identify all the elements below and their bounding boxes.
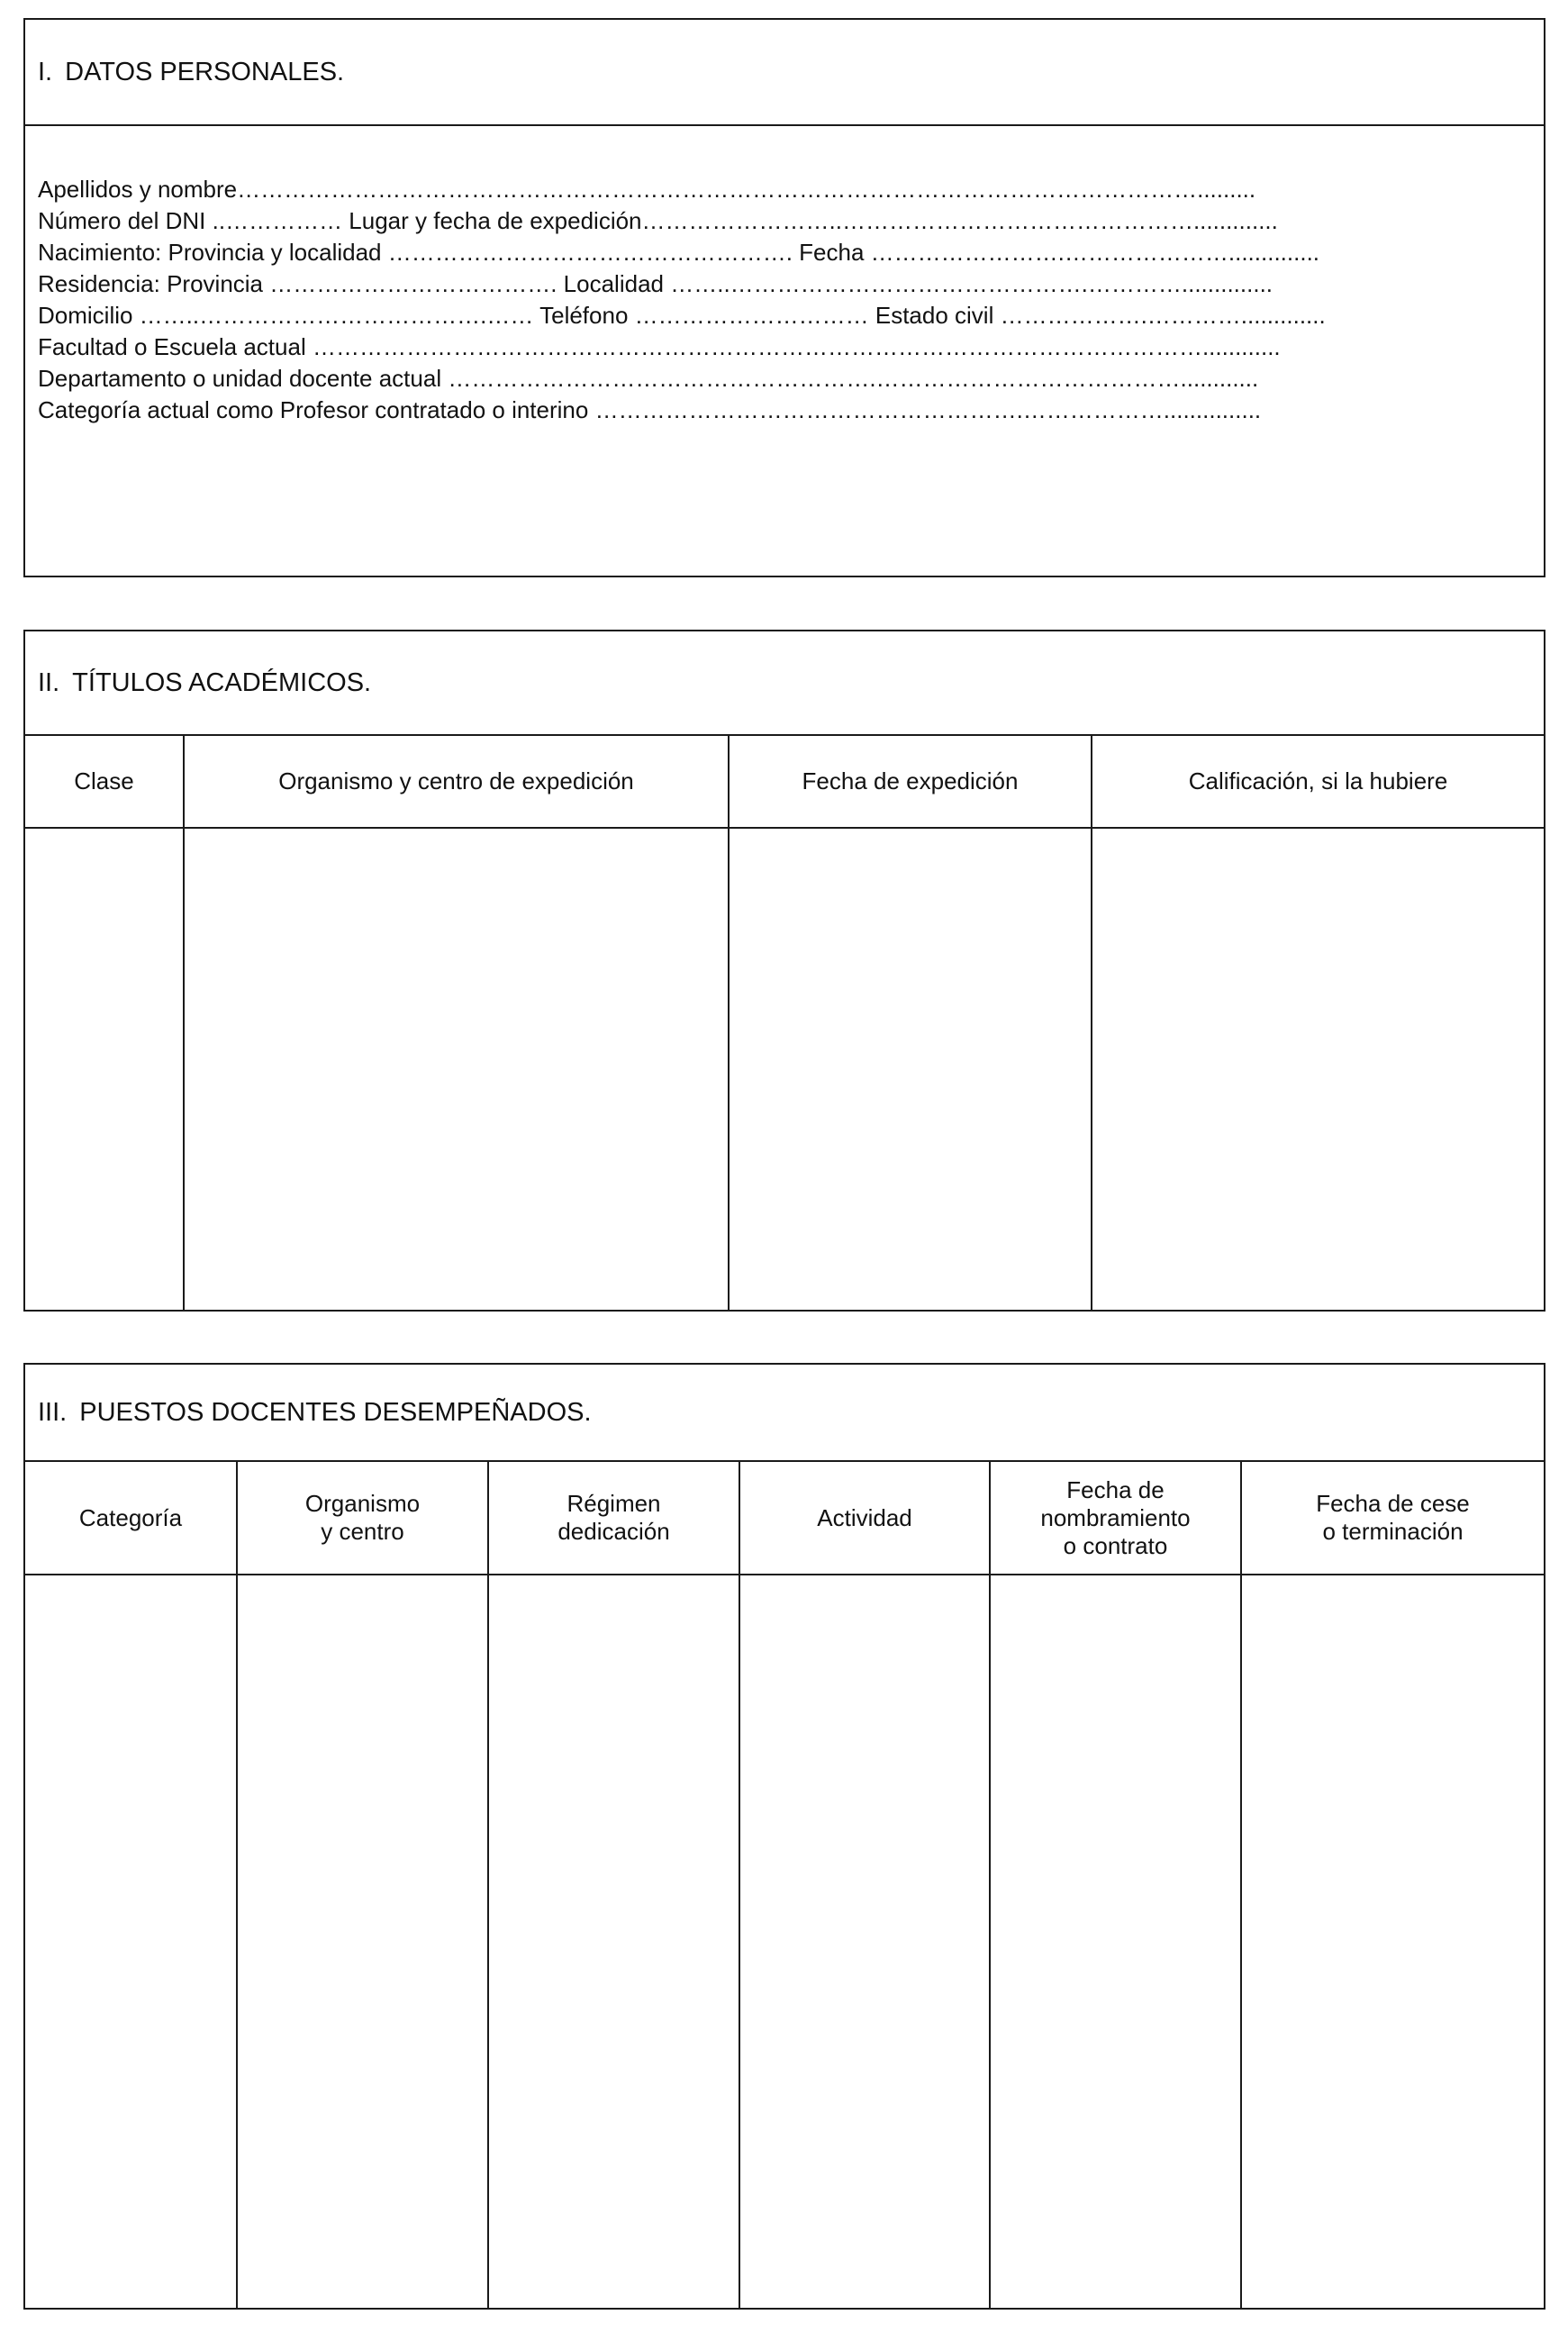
table-cell-organismo[interactable] (184, 828, 729, 1312)
titulos-academicos-section (23, 630, 1545, 1312)
field-apellidos-nombre[interactable]: Apellidos y nombre……………………………………………………………………………………………………………......... (38, 176, 1256, 203)
field-departamento[interactable]: Departamento o unidad docente actual ……………………………………………….…………………………………............ (38, 365, 1259, 392)
section-title (25, 631, 1544, 736)
section-number: I. (38, 57, 53, 86)
column-header-actividad: Actividad (739, 1462, 990, 1575)
table-cell-calificacion[interactable] (1092, 828, 1544, 1312)
field-facultad[interactable]: Facultad o Escuela actual ……………………………………………………………………………………………………............ (38, 333, 1281, 360)
section-number: II. (38, 667, 60, 697)
table-cell-categoria[interactable] (25, 1575, 237, 2308)
table-header-row (25, 736, 1544, 828)
column-header-categoria: Categoría (25, 1462, 237, 1575)
personal-data-fields (25, 126, 1544, 426)
column-header-organismo-centro: Organismo y centro (237, 1462, 488, 1575)
table-cell-fecha-nombramiento[interactable] (990, 1575, 1241, 2308)
column-header-clase: Clase (25, 736, 184, 828)
section-title (25, 20, 1544, 126)
field-dni-expedicion[interactable]: Número del DNI ..…………… Lugar y fecha de expedición……………………..………………………………………............. (38, 207, 1278, 234)
column-header-fecha-expedicion: Fecha de expedición (729, 736, 1092, 828)
column-header-fecha-nombramiento: Fecha de nombramiento o contrato (990, 1462, 1241, 1575)
table-cell-organismo-centro[interactable] (237, 1575, 488, 2308)
table-cell-fecha-cese[interactable] (1241, 1575, 1544, 2308)
section-title (25, 1365, 1544, 1462)
datos-personales-section (23, 18, 1545, 577)
section-heading: DATOS PERSONALES. (65, 57, 345, 86)
table-cell-actividad[interactable] (739, 1575, 990, 2308)
field-domicilio[interactable]: Domicilio ……..……………………………….…… Teléfono ………………………… Estado civil ……………….…………............. (38, 302, 1326, 329)
section-number: III. (38, 1397, 68, 1427)
puestos-docentes-section (23, 1363, 1545, 2310)
titulos-table (25, 736, 1544, 1312)
field-nacimiento[interactable]: Nacimiento: Provincia y localidad ……………………………………………. Fecha …………………….………………….............. (38, 239, 1320, 266)
column-header-regimen: Régimen dedicación (488, 1462, 739, 1575)
table-header-row (25, 1462, 1544, 1575)
column-header-fecha-cese: Fecha de cese o terminación (1241, 1462, 1544, 1575)
table-row (25, 1575, 1544, 2308)
table-row (25, 828, 1544, 1312)
table-cell-regimen[interactable] (488, 1575, 739, 2308)
section-heading: PUESTOS DOCENTES DESEMPEÑADOS. (79, 1397, 592, 1427)
table-cell-clase[interactable] (25, 828, 184, 1312)
table-cell-fecha-expedicion[interactable] (729, 828, 1092, 1312)
puestos-table (25, 1462, 1544, 2308)
column-header-organismo: Organismo y centro de expedición (184, 736, 729, 828)
column-header-calificacion: Calificación, si la hubiere (1092, 736, 1544, 828)
section-heading: TÍTULOS ACADÉMICOS. (72, 667, 372, 697)
field-residencia[interactable]: Residencia: Provincia ………………………………. Localidad ……..……………………………………….………….............. (38, 270, 1273, 297)
field-categoria[interactable]: Categoría actual como Profesor contratado o interino ……………………………………………….………………............... (38, 396, 1262, 423)
